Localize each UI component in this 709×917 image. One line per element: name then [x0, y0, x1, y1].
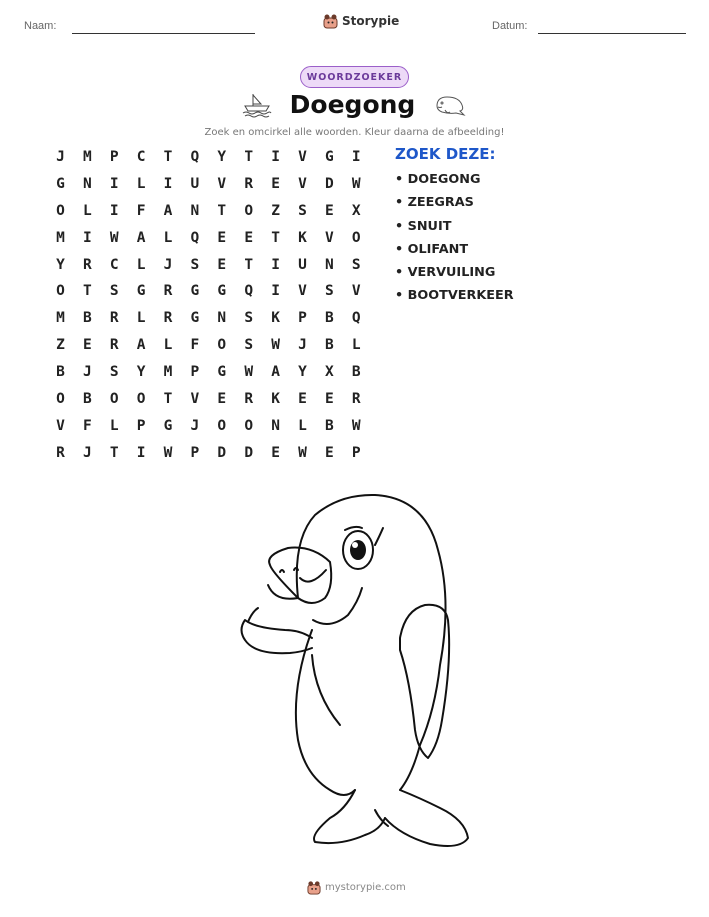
- grid-cell[interactable]: G: [217, 283, 227, 300]
- grid-cell[interactable]: D: [244, 444, 254, 461]
- grid-row: [47, 415, 370, 442]
- grid-cell[interactable]: B: [324, 310, 334, 327]
- grid-row: [47, 388, 370, 415]
- word-list: [395, 172, 514, 312]
- grid-cell[interactable]: L: [136, 256, 146, 273]
- grid-cell[interactable]: E: [324, 202, 334, 219]
- grid-cell[interactable]: T: [109, 444, 119, 461]
- grid-cell[interactable]: E: [324, 444, 334, 461]
- grid-cell[interactable]: E: [271, 175, 280, 192]
- grid-cell[interactable]: M: [163, 364, 173, 381]
- grid-cell[interactable]: J: [82, 444, 92, 461]
- grid-cell[interactable]: P: [136, 417, 146, 434]
- grid-cell[interactable]: K: [271, 310, 280, 327]
- grid-cell[interactable]: L: [298, 417, 307, 434]
- grid-cell[interactable]: S: [109, 283, 119, 300]
- grid-cell[interactable]: S: [190, 256, 200, 273]
- grid-cell[interactable]: S: [244, 337, 254, 354]
- grid-cell[interactable]: X: [324, 364, 334, 381]
- grid-cell[interactable]: V: [217, 175, 227, 192]
- grid-cell[interactable]: G: [163, 417, 173, 434]
- grid-cell[interactable]: I: [271, 149, 280, 165]
- grid-cell[interactable]: Q: [190, 149, 200, 165]
- name-line: [72, 33, 255, 34]
- grid-cell[interactable]: G: [324, 149, 334, 165]
- grid-cell[interactable]: P: [109, 149, 119, 165]
- ship-icon: [242, 92, 272, 118]
- grid-cell[interactable]: B: [56, 364, 65, 381]
- grid-cell[interactable]: O: [351, 229, 361, 246]
- word-item: • SNUIT: [395, 218, 452, 234]
- grid-cell[interactable]: P: [298, 310, 307, 327]
- grid-cell[interactable]: V: [190, 391, 200, 408]
- word-item: • DOEGONG: [395, 172, 481, 187]
- grid-cell[interactable]: L: [82, 202, 92, 219]
- grid-cell[interactable]: B: [324, 417, 334, 434]
- grid-cell[interactable]: R: [109, 310, 119, 327]
- grid-cell[interactable]: W: [163, 444, 173, 461]
- grid-cell[interactable]: O: [217, 417, 227, 434]
- grid-cell[interactable]: E: [324, 391, 334, 408]
- grid-cell[interactable]: V: [56, 417, 65, 434]
- grid-cell[interactable]: L: [163, 337, 173, 354]
- grid-cell[interactable]: W: [244, 364, 254, 381]
- grid-cell[interactable]: Z: [271, 202, 280, 219]
- grid-cell[interactable]: A: [136, 229, 146, 246]
- grid-cell[interactable]: L: [136, 175, 146, 192]
- grid-cell[interactable]: W: [298, 444, 307, 461]
- title-row: [0, 90, 709, 119]
- grid-cell[interactable]: O: [109, 391, 119, 408]
- grid-cell[interactable]: Z: [56, 337, 65, 354]
- grid-cell[interactable]: O: [56, 202, 65, 219]
- grid-cell[interactable]: J: [298, 337, 307, 354]
- grid-cell[interactable]: R: [163, 283, 173, 300]
- storypie-logo-icon: [323, 13, 338, 29]
- word-item: • ZEEGRAS: [395, 195, 474, 211]
- grid-cell[interactable]: V: [298, 175, 307, 192]
- grid-cell[interactable]: I: [109, 202, 119, 219]
- brand-name: Storypie: [342, 14, 400, 28]
- footer: [307, 880, 406, 895]
- grid-cell[interactable]: X: [351, 202, 361, 219]
- grid-cell[interactable]: Q: [244, 283, 254, 300]
- grid-cell[interactable]: O: [56, 283, 65, 300]
- grid-cell[interactable]: R: [82, 256, 92, 273]
- grid-row: [47, 200, 370, 227]
- grid-cell[interactable]: T: [82, 283, 92, 300]
- grid-cell[interactable]: D: [217, 444, 227, 461]
- date-label: Datum:: [492, 20, 528, 32]
- grid-row: [47, 227, 370, 254]
- grid-cell[interactable]: B: [351, 364, 361, 381]
- grid-cell[interactable]: I: [136, 444, 146, 461]
- grid-cell[interactable]: J: [56, 149, 65, 165]
- grid-cell[interactable]: R: [244, 175, 254, 192]
- grid-cell[interactable]: N: [271, 417, 280, 434]
- grid-cell[interactable]: L: [136, 310, 146, 327]
- word-list-title: ZOEK DEZE:: [395, 145, 496, 163]
- grid-cell[interactable]: V: [324, 229, 334, 246]
- grid-cell[interactable]: T: [271, 229, 280, 246]
- name-label: Naam:: [24, 20, 57, 32]
- grid-row: [47, 280, 370, 307]
- word-item: • OLIFANT: [395, 241, 469, 257]
- grid-cell[interactable]: V: [351, 283, 361, 300]
- grid-cell[interactable]: B: [324, 337, 334, 354]
- word-item: • BOOTVERKEER: [395, 288, 514, 304]
- grid-cell[interactable]: O: [244, 417, 254, 434]
- grid-cell[interactable]: E: [217, 391, 227, 408]
- grid-cell[interactable]: R: [351, 391, 361, 408]
- grid-cell[interactable]: L: [351, 337, 361, 354]
- grid-row: [47, 334, 370, 361]
- storypie-logo-icon: [307, 880, 321, 895]
- grid-cell[interactable]: S: [324, 283, 334, 300]
- grid-cell[interactable]: V: [298, 283, 307, 300]
- grid-cell[interactable]: C: [136, 149, 146, 165]
- dugong-icon: [433, 92, 467, 118]
- brand: [323, 13, 399, 29]
- grid-row: [47, 173, 370, 200]
- grid-row: [47, 361, 370, 388]
- grid-cell[interactable]: G: [136, 283, 146, 300]
- grid-cell[interactable]: R: [56, 444, 65, 461]
- grid-cell[interactable]: I: [109, 175, 119, 192]
- grid-cell[interactable]: P: [190, 444, 200, 461]
- grid-cell[interactable]: Q: [190, 229, 200, 246]
- grid-row: [47, 254, 370, 281]
- grid-cell[interactable]: J: [190, 417, 200, 434]
- grid-cell[interactable]: E: [244, 229, 254, 246]
- grid-cell[interactable]: T: [244, 256, 254, 273]
- grid-cell[interactable]: T: [163, 391, 173, 408]
- grid-cell[interactable]: L: [109, 417, 119, 434]
- grid-cell[interactable]: A: [163, 202, 173, 219]
- grid-cell[interactable]: S: [244, 310, 254, 327]
- page-title: Doegong: [289, 90, 416, 119]
- grid-cell[interactable]: T: [217, 202, 227, 219]
- grid-cell[interactable]: B: [82, 391, 92, 408]
- grid-cell[interactable]: P: [351, 444, 361, 461]
- grid-cell[interactable]: W: [351, 417, 361, 434]
- grid-cell[interactable]: O: [56, 391, 65, 408]
- grid-cell[interactable]: V: [298, 149, 307, 165]
- grid-cell[interactable]: N: [217, 310, 227, 327]
- grid-cell[interactable]: T: [244, 149, 254, 165]
- word-item: • VERVUILING: [395, 265, 496, 281]
- grid-cell[interactable]: I: [82, 229, 92, 246]
- grid-cell[interactable]: I: [271, 283, 280, 300]
- grid-cell[interactable]: R: [163, 310, 173, 327]
- date-line: [538, 33, 686, 34]
- grid-cell[interactable]: Y: [298, 364, 307, 381]
- instructions: Zoek en omcirkel alle woorden. Kleur daarna de afbeelding!: [204, 127, 505, 138]
- grid-cell[interactable]: M: [56, 310, 65, 327]
- letter-grid: [47, 146, 370, 469]
- grid-cell[interactable]: Y: [56, 256, 65, 273]
- grid-cell[interactable]: W: [109, 229, 119, 246]
- grid-cell[interactable]: C: [109, 256, 119, 273]
- grid-cell[interactable]: P: [190, 364, 200, 381]
- grid-cell[interactable]: D: [324, 175, 334, 192]
- grid-cell[interactable]: G: [217, 364, 227, 381]
- grid-cell[interactable]: N: [82, 175, 92, 192]
- grid-cell[interactable]: E: [217, 229, 227, 246]
- grid-cell[interactable]: F: [136, 202, 146, 219]
- grid-cell[interactable]: I: [163, 175, 173, 192]
- grid-cell[interactable]: K: [271, 391, 280, 408]
- grid-cell[interactable]: U: [190, 175, 200, 192]
- grid-cell[interactable]: F: [190, 337, 200, 354]
- grid-cell[interactable]: O: [217, 337, 227, 354]
- grid-cell[interactable]: R: [109, 337, 119, 354]
- grid-cell[interactable]: M: [56, 229, 65, 246]
- grid-cell[interactable]: W: [271, 337, 280, 354]
- grid-cell[interactable]: E: [298, 391, 307, 408]
- grid-cell[interactable]: A: [271, 364, 280, 381]
- grid-cell[interactable]: N: [190, 202, 200, 219]
- grid-cell[interactable]: G: [190, 283, 200, 300]
- grid-cell[interactable]: G: [56, 175, 65, 192]
- grid-cell[interactable]: O: [244, 202, 254, 219]
- worksheet-type-badge: WOORDZOEKER: [300, 66, 409, 88]
- grid-row: [47, 307, 370, 334]
- grid-cell[interactable]: B: [82, 310, 92, 327]
- grid-cell[interactable]: L: [163, 229, 173, 246]
- grid-cell[interactable]: M: [82, 149, 92, 165]
- grid-row: [47, 146, 370, 173]
- grid-cell[interactable]: I: [271, 256, 280, 273]
- dugong-coloring-image: [230, 490, 480, 852]
- grid-cell[interactable]: Y: [217, 149, 227, 165]
- grid-cell[interactable]: E: [271, 444, 280, 461]
- grid-cell[interactable]: E: [82, 337, 92, 354]
- footer-url: mystorypie.com: [325, 882, 406, 893]
- grid-cell[interactable]: J: [163, 256, 173, 273]
- grid-cell[interactable]: Y: [136, 364, 146, 381]
- grid-cell[interactable]: R: [244, 391, 254, 408]
- grid-cell[interactable]: F: [82, 417, 92, 434]
- grid-cell[interactable]: T: [163, 149, 173, 165]
- grid-cell[interactable]: N: [324, 256, 334, 273]
- grid-cell[interactable]: S: [109, 364, 119, 381]
- grid-cell[interactable]: G: [190, 310, 200, 327]
- grid-cell[interactable]: Q: [351, 310, 361, 327]
- grid-cell[interactable]: O: [136, 391, 146, 408]
- grid-cell[interactable]: J: [82, 364, 92, 381]
- grid-cell[interactable]: W: [351, 175, 361, 192]
- grid-cell[interactable]: A: [136, 337, 146, 354]
- grid-cell[interactable]: U: [298, 256, 307, 273]
- grid-cell[interactable]: S: [298, 202, 307, 219]
- grid-cell[interactable]: E: [217, 256, 227, 273]
- grid-row: [47, 442, 370, 469]
- grid-cell[interactable]: S: [351, 256, 361, 273]
- grid-cell[interactable]: K: [298, 229, 307, 246]
- grid-cell[interactable]: I: [351, 149, 361, 165]
